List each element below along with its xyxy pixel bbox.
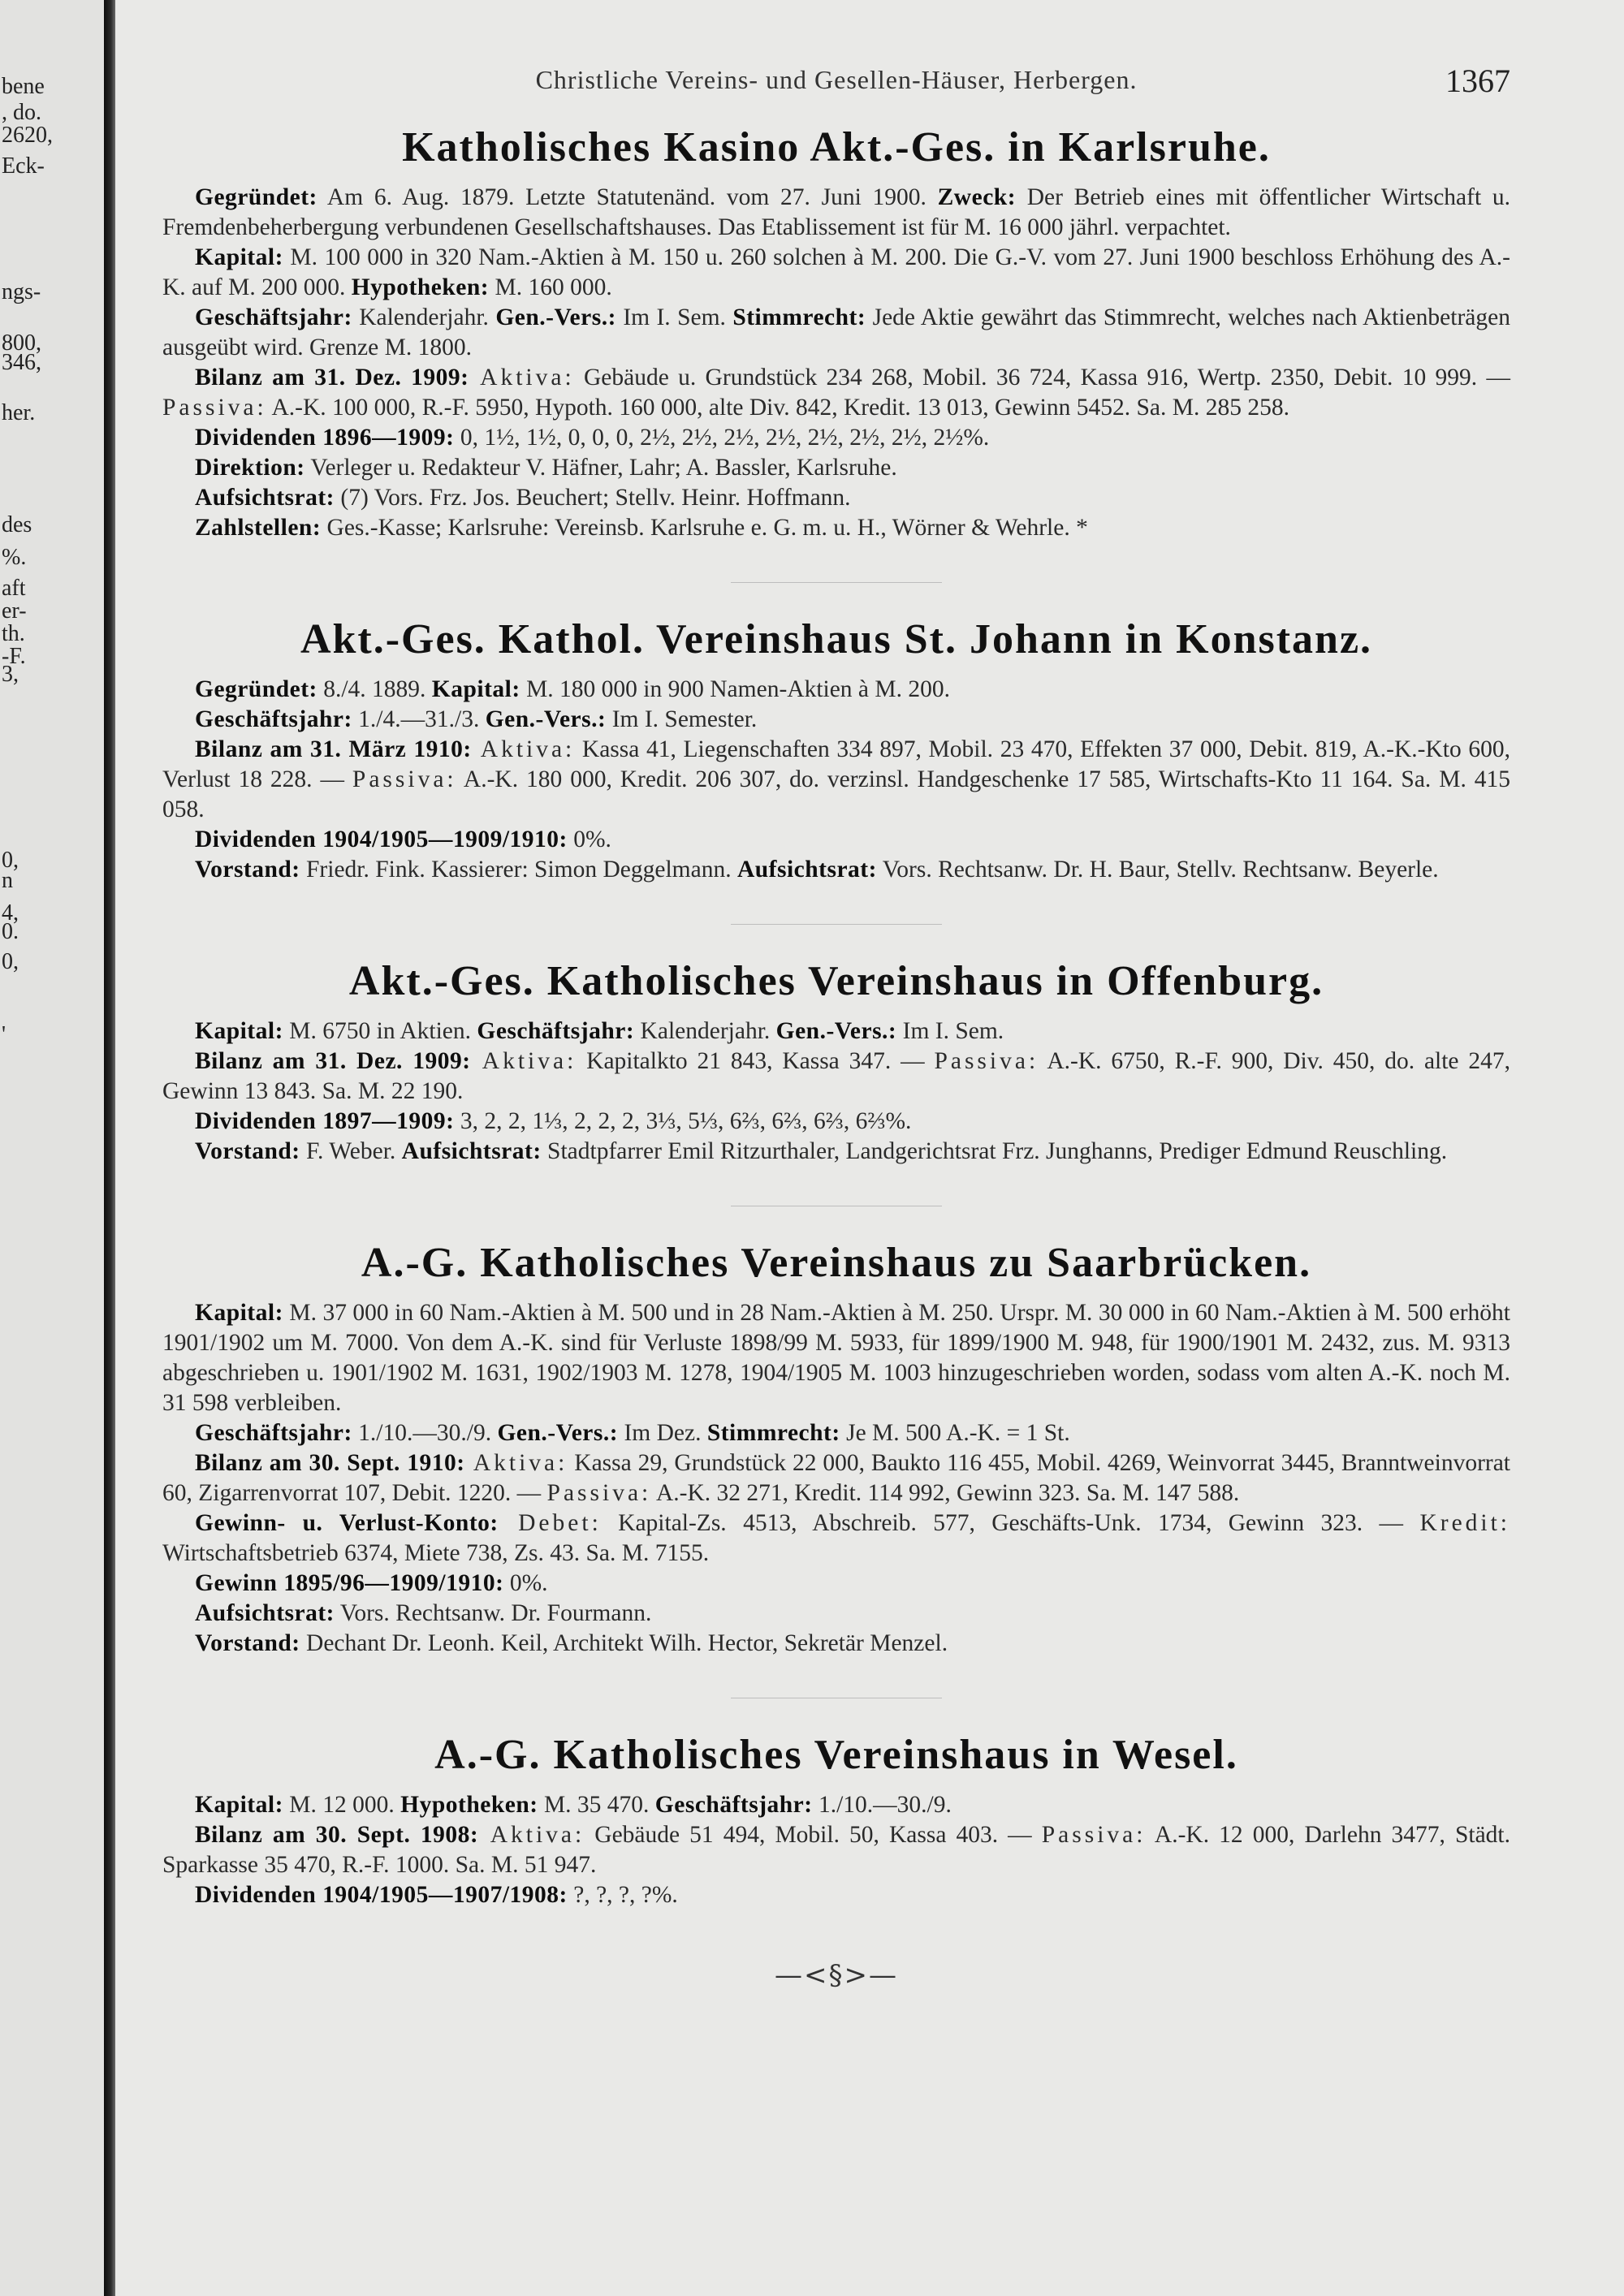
company-title: Katholisches Kasino Akt.-Ges. in Karlsruhe. [402, 124, 1271, 170]
field-label: Gen.-Vers.: [495, 304, 616, 330]
spaced-label: Aktiva: [464, 1450, 568, 1476]
entry-paragraph [162, 1508, 1510, 1569]
field-value: 1./10.—30./9. [812, 1792, 952, 1818]
field-value: Friedr. Fink. Kassierer: Simon Deggelmann. [300, 857, 737, 883]
field-value: Stadtpfarrer Emil Ritzurthaler, Landgerichtsrat Frz. Junghanns, Prediger Edmund Reuschling. [541, 1138, 1448, 1164]
field-value: Wirtschaftsbetrieb 6374, Miete 738, Zs. 43. Sa. M. 7155. [162, 1540, 710, 1566]
company-entry [162, 615, 1510, 885]
field-value: A.-K. 180 000, Kredit. 206 307, do. verzinsl. Handgeschenke 17 585, Wirtschafts-Kto 11 164. Sa. M. 415 058. [162, 766, 1510, 822]
spaced-label: Debet: [498, 1510, 602, 1536]
entry-paragraph [162, 675, 1510, 705]
field-label: Kapital: [195, 1018, 283, 1044]
field-value: M. 37 000 in 60 Nam.-Aktien à M. 500 und in 28 Nam.-Aktien à M. 250. Urspr. M. 30 000 in 60 Nam.-Aktien à M. 500 erhöht 1901/1902 um M. 7000. Von dem A.-K. sind für Verluste 1898/99 M. 5933, für 1899/1900 M. 948, für 1900/1901 M. 2432, zus. M. 9313 abgeschrieben u. 1901/1902 M. 1631, 1902/1903 M. 1278, 1904/1905 M. 1003 hinzugeschrieben worden, sodass vom alten A.-K. noch M. 31 598 verbleiben. [162, 1300, 1510, 1416]
margin-fragment: aft [2, 576, 26, 601]
margin-fragment: 4, [2, 900, 19, 926]
field-value: F. Weber. [300, 1138, 402, 1164]
field-value: Dechant Dr. Leonh. Keil, Architekt Wilh. Hector, Sekretär Menzel. [300, 1630, 948, 1656]
margin-fragment: 2620, [2, 123, 53, 148]
entry-divider [731, 924, 942, 925]
entry-paragraph [162, 1820, 1510, 1880]
entry-paragraph [162, 1629, 1510, 1659]
field-label: Kapital: [195, 244, 283, 270]
document-page [162, 65, 1510, 1992]
margin-fragment: her. [2, 400, 36, 425]
field-value: A.-K. 12 000, Darlehn 3477, Städt. Sparkasse 35 470, R.-F. 1000. Sa. M. 51 947. [162, 1822, 1510, 1878]
margin-fragment: n [2, 868, 13, 893]
field-label: Bilanz am 30. Sept. 1908: [195, 1822, 479, 1848]
field-value: 1./10.—30./9. [352, 1420, 498, 1446]
company-title: Akt.-Ges. Kathol. Vereinshaus St. Johann in Konstanz. [300, 616, 1373, 662]
margin-fragment: Eck- [2, 153, 45, 179]
field-label: Bilanz am 31. Dez. 1909: [195, 1048, 471, 1074]
margin-fragment: 3, [2, 662, 19, 687]
field-value: Der Betrieb eines mit öffentlicher Wirtschaft u. Fremdenbeherbergung verbundenen Gesellschaftshauses. Das Etablissement ist für M. 16 000 jährl. verpachtet. [162, 184, 1511, 240]
previous-page-margin [0, 0, 104, 2296]
field-label: Vorstand: [195, 1630, 300, 1656]
spaced-label: Passiva: [1041, 1822, 1147, 1848]
margin-fragment: , do. [2, 100, 41, 125]
field-label: Gen.-Vers.: [485, 706, 607, 732]
field-label: Aufsichtsrat: [195, 1600, 335, 1626]
spaced-label: Passiva: [546, 1480, 652, 1506]
field-value: Im I. Sem. [615, 304, 733, 330]
entry-paragraph [162, 1599, 1510, 1629]
field-value: 8./4. 1889. [317, 676, 432, 702]
field-label: Dividenden 1904/1905—1909/1910: [195, 826, 568, 852]
field-value: Verleger u. Redakteur V. Häfner, Lahr; A. Bassler, Karlsruhe. [304, 455, 897, 481]
field-value: 0%. [503, 1570, 548, 1596]
entry-paragraph [162, 1448, 1510, 1508]
field-label: Stimmrecht: [706, 1420, 840, 1446]
entry-paragraph [162, 183, 1510, 243]
field-value: Gebäude 51 494, Mobil. 50, Kassa 403. — [585, 1822, 1042, 1848]
entry-paragraph [162, 1107, 1510, 1137]
margin-fragment: ngs- [2, 279, 41, 304]
field-label: Aufsichtsrat: [736, 857, 877, 883]
field-value: Kalenderjahr. [352, 304, 496, 330]
field-value: Im I. Semester. [606, 706, 758, 732]
field-value: M. 35 470. [538, 1792, 655, 1818]
entry-paragraph [162, 483, 1510, 513]
entry-paragraph [162, 453, 1510, 483]
field-value: Vors. Rechtsanw. Dr. Fourmann. [335, 1600, 652, 1626]
margin-fragment: er- [2, 598, 27, 624]
field-label: Kapital: [195, 1300, 283, 1326]
entry-paragraph [162, 705, 1510, 735]
field-label: Bilanz am 31. Dez. 1909: [195, 365, 469, 391]
entry-paragraph [162, 1880, 1510, 1910]
entry-paragraph [162, 363, 1510, 423]
field-label: Gewinn- u. Verlust-Konto: [195, 1510, 499, 1536]
entry-paragraph [162, 1569, 1510, 1599]
entries-list [162, 123, 1510, 1910]
field-label: Gen.-Vers.: [775, 1018, 897, 1044]
margin-fragment: 800, [2, 330, 41, 356]
field-label: Dividenden 1896—1909: [195, 425, 455, 451]
page-number: 1367 [1445, 63, 1510, 99]
field-value: Vors. Rechtsanw. Dr. H. Baur, Stellv. Rechtsanw. Beyerle. [876, 857, 1439, 883]
entry-paragraph [162, 303, 1510, 363]
field-value: Kassa 29, Grundstück 22 000, Baukto 116 455, Mobil. 4269, Weinvorrat 3445, Branntweinvorrat 60, Zigarrenvorrat 107, Debit. 1220. — [162, 1450, 1511, 1506]
field-value: Ges.-Kasse; Karlsruhe: Vereinsb. Karlsruhe e. G. m. u. H., Wörner & Wehrle. * [321, 515, 1088, 541]
field-label: Vorstand: [195, 1138, 300, 1164]
field-value: Am 6. Aug. 1879. Letzte Statutenänd. vom 27. Juni 1900. [317, 184, 938, 210]
field-label: Hypotheken: [351, 274, 490, 300]
margin-fragment: th. [2, 621, 25, 646]
field-value: Im I. Sem. [896, 1018, 1004, 1044]
field-value: 0, 1½, 1½, 0, 0, 0, 2½, 2½, 2½, 2½, 2½, 2½, 2½, 2½%. [454, 425, 990, 451]
field-label: Kapital: [431, 676, 520, 702]
field-label: Geschäftsjahr: [477, 1018, 635, 1044]
margin-fragment: ' [2, 1022, 6, 1047]
field-value: A.-K. 6750, R.-F. 900, Div. 450, do. alte 247, Gewinn 13 843. Sa. M. 22 190. [162, 1048, 1510, 1104]
margin-fragment: %. [2, 545, 27, 570]
spaced-label: Passiva: [352, 766, 457, 792]
spaced-label: Aktiva: [471, 736, 576, 762]
spaced-label: Passiva: [934, 1048, 1039, 1074]
entry-divider [731, 582, 942, 583]
entry-paragraph [162, 243, 1510, 303]
binding-fold [104, 0, 115, 2296]
field-value: M. 12 000. [283, 1792, 401, 1818]
margin-fragment: bene [2, 74, 45, 99]
field-label: Hypotheken: [400, 1792, 538, 1818]
field-label: Gewinn 1895/96—1909/1910: [195, 1570, 504, 1596]
field-value: Je M. 500 A.-K. = 1 St. [840, 1420, 1070, 1446]
field-value: Gebäude u. Grundstück 234 268, Mobil. 36 724, Kassa 916, Wertp. 2350, Debit. 10 999. — [574, 365, 1510, 391]
end-ornament: —<§>— [775, 1959, 898, 1992]
field-label: Stimmrecht: [732, 304, 866, 330]
margin-fragment: 0, [2, 949, 19, 974]
entry-paragraph [162, 825, 1510, 855]
margin-fragment: -F. [2, 644, 26, 669]
company-title: A.-G. Katholisches Vereinshaus in Wesel. [434, 1732, 1238, 1778]
field-value: 0%. [567, 826, 611, 852]
field-label: Vorstand: [195, 857, 300, 883]
company-entry [162, 1239, 1510, 1659]
field-value: Im Dez. [618, 1420, 707, 1446]
margin-fragment: des [2, 512, 32, 537]
field-label: Gegründet: [195, 184, 317, 210]
field-value: 3, 2, 2, 1⅓, 2, 2, 2, 3⅓, 5⅓, 6⅔, 6⅔, 6⅔, 6⅔%. [454, 1108, 912, 1134]
entry-paragraph [162, 513, 1510, 543]
entry-paragraph [162, 1016, 1510, 1047]
field-value: A.-K. 32 271, Kredit. 114 992, Gewinn 323. Sa. M. 147 588. [651, 1480, 1240, 1506]
margin-fragment: 0, [2, 848, 19, 873]
entry-paragraph [162, 735, 1510, 825]
field-value: Kapital-Zs. 4513, Abschreib. 577, Geschäfts-Unk. 1734, Gewinn 323. — [601, 1510, 1420, 1536]
spaced-label: Aktiva: [478, 1822, 585, 1848]
field-label: Aufsichtsrat: [401, 1138, 542, 1164]
company-title: Akt.-Ges. Katholisches Vereinshaus in Offenburg. [348, 958, 1324, 1004]
field-value: M. 100 000 in 320 Nam.-Aktien à M. 150 u. 260 solchen à M. 200. Die G.-V. vom 27. Juni 1900 beschloss Erhöhung des A.-K. auf M. 200 000. [162, 244, 1510, 300]
field-value: Kassa 41, Liegenschaften 334 897, Mobil. 23 470, Effekten 37 000, Debit. 819, A.-K.-Kto 600, Verlust 18 228. — [162, 736, 1510, 792]
field-label: Gen.-Vers.: [497, 1420, 619, 1446]
field-label: Geschäftsjahr: [654, 1792, 813, 1818]
entry-paragraph [162, 1047, 1510, 1107]
field-value: (7) Vors. Frz. Jos. Beuchert; Stellv. Heinr. Hoffmann. [335, 485, 851, 511]
field-label: Dividenden 1897—1909: [195, 1108, 455, 1134]
field-label: Geschäftsjahr: [195, 706, 352, 732]
running-head-title: Christliche Vereins- und Gesellen-Häuser, Herbergen. [535, 65, 1138, 94]
field-label: Bilanz am 31. März 1910: [195, 736, 472, 762]
spaced-label: Aktiva: [469, 365, 575, 391]
field-label: Geschäftsjahr: [195, 1420, 352, 1446]
field-value: M. 160 000. [489, 274, 612, 300]
field-value: ?, ?, ?, ?%. [567, 1882, 678, 1908]
entry-paragraph [162, 1137, 1510, 1167]
field-value: M. 6750 in Aktien. [283, 1018, 477, 1044]
entry-paragraph [162, 1790, 1510, 1820]
entry-paragraph [162, 1418, 1510, 1448]
spaced-label: Kredit: [1419, 1510, 1510, 1536]
entry-paragraph [162, 1298, 1510, 1418]
field-label: Dividenden 1904/1905—1907/1908: [195, 1882, 568, 1908]
entry-paragraph [162, 855, 1510, 885]
company-title: A.-G. Katholisches Vereinshaus zu Saarbrücken. [361, 1240, 1312, 1286]
field-label: Zweck: [937, 184, 1017, 210]
company-entry [162, 1731, 1510, 1910]
field-label: Aufsichtsrat: [195, 485, 335, 511]
company-entry [162, 957, 1510, 1167]
field-label: Bilanz am 30. Sept. 1910: [195, 1450, 465, 1476]
company-entry [162, 123, 1510, 543]
spaced-label: Aktiva: [470, 1048, 577, 1074]
entry-paragraph [162, 423, 1510, 453]
field-label: Gegründet: [195, 676, 317, 702]
field-label: Zahlstellen: [195, 515, 322, 541]
running-head [162, 65, 1510, 106]
field-value: M. 180 000 in 900 Namen-Aktien à M. 200. [520, 676, 951, 702]
field-value: 1./4.—31./3. [352, 706, 486, 732]
spaced-label: Passiva: [162, 395, 267, 421]
field-label: Direktion: [195, 455, 305, 481]
field-value: Kalenderjahr. [634, 1018, 776, 1044]
margin-fragment: 0. [2, 919, 19, 944]
field-value: Kapitalkto 21 843, Kassa 347. — [577, 1048, 935, 1074]
field-value: A.-K. 100 000, R.-F. 5950, Hypoth. 160 000, alte Div. 842, Kredit. 13 013, Gewinn 5452. Sa. M. 285 258. [266, 395, 1289, 421]
field-label: Kapital: [195, 1792, 283, 1818]
field-value: Jede Aktie gewährt das Stimmrecht, welches nach Aktienbeträgen ausgeübt wird. Grenze M. 1800. [162, 304, 1510, 360]
margin-fragment: 346, [2, 350, 41, 375]
field-label: Geschäftsjahr: [195, 304, 352, 330]
